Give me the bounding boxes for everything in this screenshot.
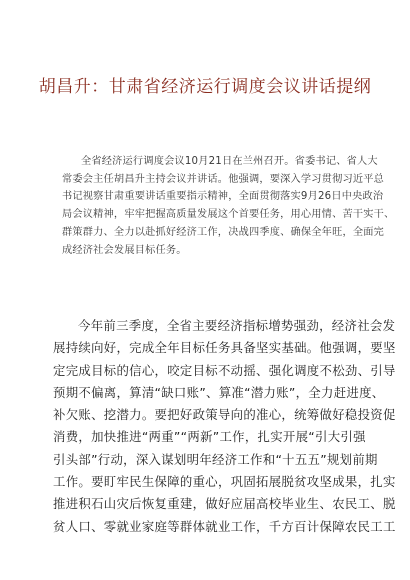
body-line: 贫人口、零就业家庭等群体就业工作，千方百计保障农民工工 (53, 518, 396, 534)
body-line: 定完成目标的信心，咬定目标不动摇、强化调度不松劲、引导 (53, 362, 396, 378)
summary-line: 群策群力、全力以赴抓好经济工作，决战四季度、确保全年旺，全面完 (62, 226, 385, 238)
document-title: 胡昌升：甘肃省经济运行调度会议讲话提纲 (38, 77, 372, 97)
summary-line: 常委会主任胡昌升主持会议并讲话。他强调，要深入学习贯彻习近平总 (62, 173, 385, 185)
body-line: 消费，加快推进“两重”“两新”工作，扎实开展“引大引强 (53, 429, 366, 445)
body-line: 引头部”行动，深入谋划明年经济工作和“十五五”规划前期 (53, 451, 378, 467)
summary-line: 全省经济运行调度会议10月21日在兰州召开。省委书记、省人大 (81, 156, 378, 167)
summary-line: 局会议精神，牢牢把握高质量发展这个首要任务，用心用情、苦干实干、 (62, 209, 395, 221)
body-line: 工作。要盯牢民生保障的重心，巩固拓展脱贫攻坚成果，扎实 (53, 474, 396, 490)
body-line: 展持续向好，完成全年目标任务具备坚实基础。他强调，要坚 (53, 340, 396, 356)
body-line: 今年前三季度，全省主要经济指标增势强劲，经济社会发 (78, 318, 396, 333)
body-line: 预期不偏离，算清“缺口账”、算准“潜力账”，全力赶进度、 (53, 384, 385, 400)
body-paragraph (53, 315, 396, 538)
summary-line: 书记视察甘肃重要讲话重要指示精神，全面贯彻落实9月26日中央政治 (62, 191, 384, 203)
summary-line: 成经济社会发展目标任务。 (62, 244, 187, 256)
body-line: 推进积石山灾后恢复重建，做好应届高校毕业生、农民工、脱 (53, 496, 396, 512)
body-line: 补欠账、挖潜力。要把好政策导向的准心，统筹做好稳投资促 (53, 407, 396, 423)
summary-paragraph (62, 153, 395, 259)
